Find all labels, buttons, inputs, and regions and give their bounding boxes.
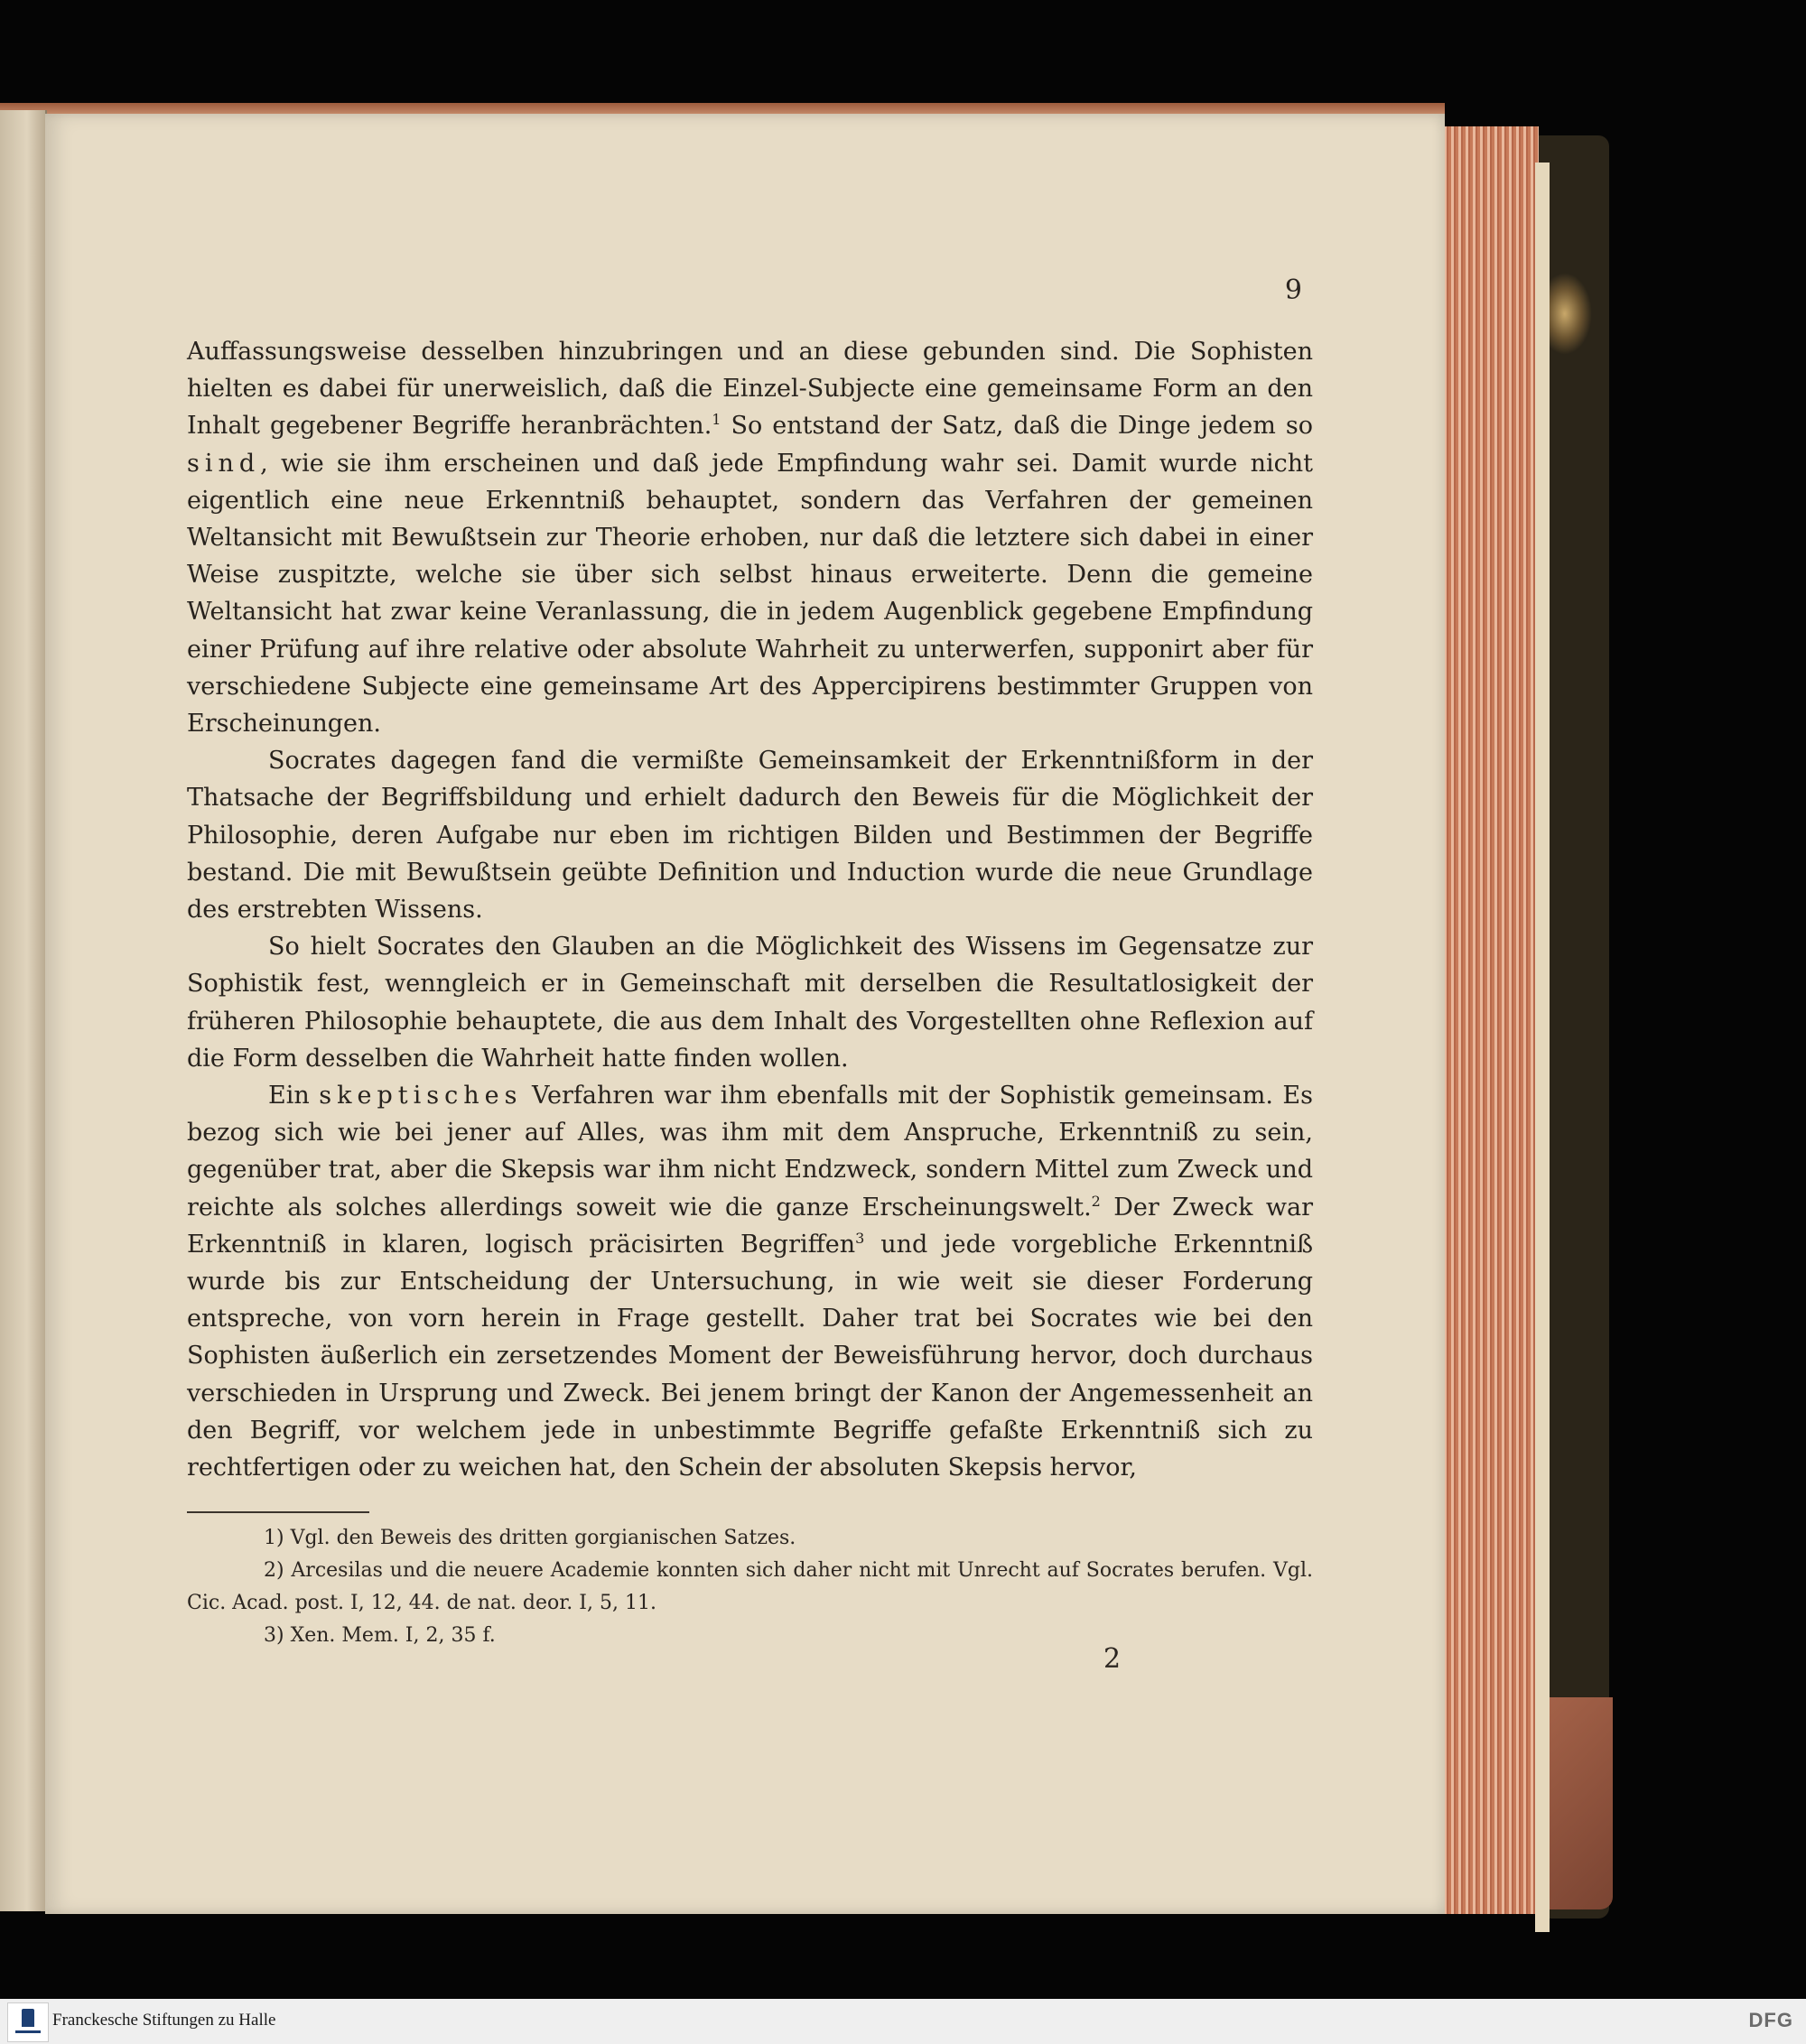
text-run: Socrates dagegen fand die vermißte Gemeinsamkeit der Erkenntnißform in der Thatsache der Begriffsbildung und erhielt dadurch den Beweis für die Möglichkeit der Philosophie, deren Aufgabe nur eben im richtigen Bilden und Bestimmen der Begriffe bestand. Die mit Bewußtsein geübte Definition und Induction wurde die neue Grundlage des erstrebten Wissens. bbox=[187, 747, 1313, 924]
emphasized-text: sind bbox=[187, 449, 261, 478]
facing-page-edge bbox=[0, 110, 47, 1911]
viewer-footer bbox=[0, 1999, 1806, 2044]
dfg-logo[interactable]: DFG bbox=[1748, 2009, 1793, 2031]
francke-foundations-logo-icon[interactable] bbox=[7, 2002, 49, 2042]
paragraph bbox=[187, 333, 1313, 742]
page-fore-edge bbox=[1441, 126, 1539, 1914]
institution-name[interactable]: Franckesche Stiftungen zu Halle bbox=[52, 2011, 276, 2030]
footnote-reference: 1 bbox=[712, 411, 721, 429]
footnote-reference: 3 bbox=[855, 1229, 865, 1247]
text-run: und jede vorgebliche Erkenntniß wurde bis zur Entscheidung der Untersuchung, in wie weit sie dieser Forderung entspreche, von vorn herein in Frage gestellt. Daher trat bei Socrates wie bei den Sophisten äußerlich ein zersetzendes Moment der Beweisführung hervor, doch durchaus verschieden in Ursprung und Zweck. Bei jenem bringt der Kanon der Angemessenheit an den Begriff, vor welchem jede in unbestimmte Begriffe gefaßte Erkenntniß sich zu rechtfertigen oder zu weichen hat, den Schein der absoluten Skepsis hervor, bbox=[187, 1230, 1314, 1482]
page-fore-edge-highlight bbox=[1535, 163, 1550, 1932]
body-text bbox=[187, 333, 1313, 1486]
text-run: Ein bbox=[268, 1082, 320, 1110]
footnote: 3) Xen. Mem. I, 2, 35 f. bbox=[264, 1624, 496, 1647]
text-run: So hielt Socrates den Glauben an die Möglichkeit des Wissens im Gegensatze zur Sophistik fest, wenngleich er in Gemeinschaft mit derselben die Resultatlosigkeit der früheren Philosophie behauptete, die aus dem Inhalt des Vorgestellten ohne Reflexion auf die Form desselben die Wahrheit hatte finden wollen. bbox=[187, 933, 1313, 1073]
footnote: 1) Vgl. den Beweis des dritten gorgianischen Satzes. bbox=[264, 1527, 796, 1549]
text-run: Verfahren war ihm ebenfalls mit der Sophistik gemeinsam. Es bezog sich wie bei jener auf Alles, was ihm mit dem Anspruche, Erkenntniß zu sein, gegenüber trat, aber die Skepsis war ihm nicht Endzweck, sondern Mittel zum Zweck und reichte als solches allerdings soweit wie die ganze Erscheinungswelt. bbox=[187, 1082, 1313, 1222]
footnote: 2) Arcesilas und die neuere Academie konnten sich daher nicht mit Unrecht auf Socrates berufen. Vgl. Cic. Acad. post. I, 12, 44. de nat. deor. I, 5, 11. bbox=[187, 1559, 1313, 1614]
signature-mark: 2 bbox=[1103, 1643, 1122, 1675]
emphasized-text: skeptisches bbox=[319, 1082, 523, 1110]
text-run: So entstand der Satz, daß die Dinge jedem so bbox=[721, 412, 1313, 441]
text-run: Der Zweck war Erkenntniß in klaren, logisch präcisirten Begriffen bbox=[187, 1193, 1313, 1259]
footnotes bbox=[187, 1522, 1313, 1652]
footnote-rule bbox=[187, 1511, 369, 1513]
page-number: 9 bbox=[1284, 274, 1302, 306]
book-page bbox=[45, 114, 1445, 1914]
text-run: Auffassungsweise desselben hinzubringen und an diese gebunden sind. Die Sophisten hielten es dabei für unerweislich, daß die Einzel-Subjecte eine gemeinsame Form an den Inhalt gegebener Begriffe heranbrächten. bbox=[187, 338, 1313, 441]
paragraph bbox=[187, 742, 1313, 928]
text-run: , wie sie ihm erscheinen und daß jede Empfindung wahr sei. Damit wurde nicht eigentlich eine neue Erkenntniß behauptet, sondern das Verfahren der gemeinen Weltansicht mit Bewußtsein zur Theorie erhoben, nur daß die letztere sich dabei in einer Weise zuspitzte, welche sie über sich selbst hinaus erweiterte. Denn die gemeine Weltansicht hat zwar keine Veranlassung, die in jedem Augenblick gegebene Empfindung einer Prüfung auf ihre relative oder absolute Wahrheit zu unterwerfen, supponirt aber für verschiedene Subjecte eine gemeinsame Art des Appercipirens bestimmter Gruppen von Erscheinungen. bbox=[187, 449, 1313, 739]
paragraph bbox=[187, 928, 1313, 1077]
footnote-reference: 2 bbox=[1091, 1192, 1101, 1210]
paragraph bbox=[187, 1077, 1313, 1486]
